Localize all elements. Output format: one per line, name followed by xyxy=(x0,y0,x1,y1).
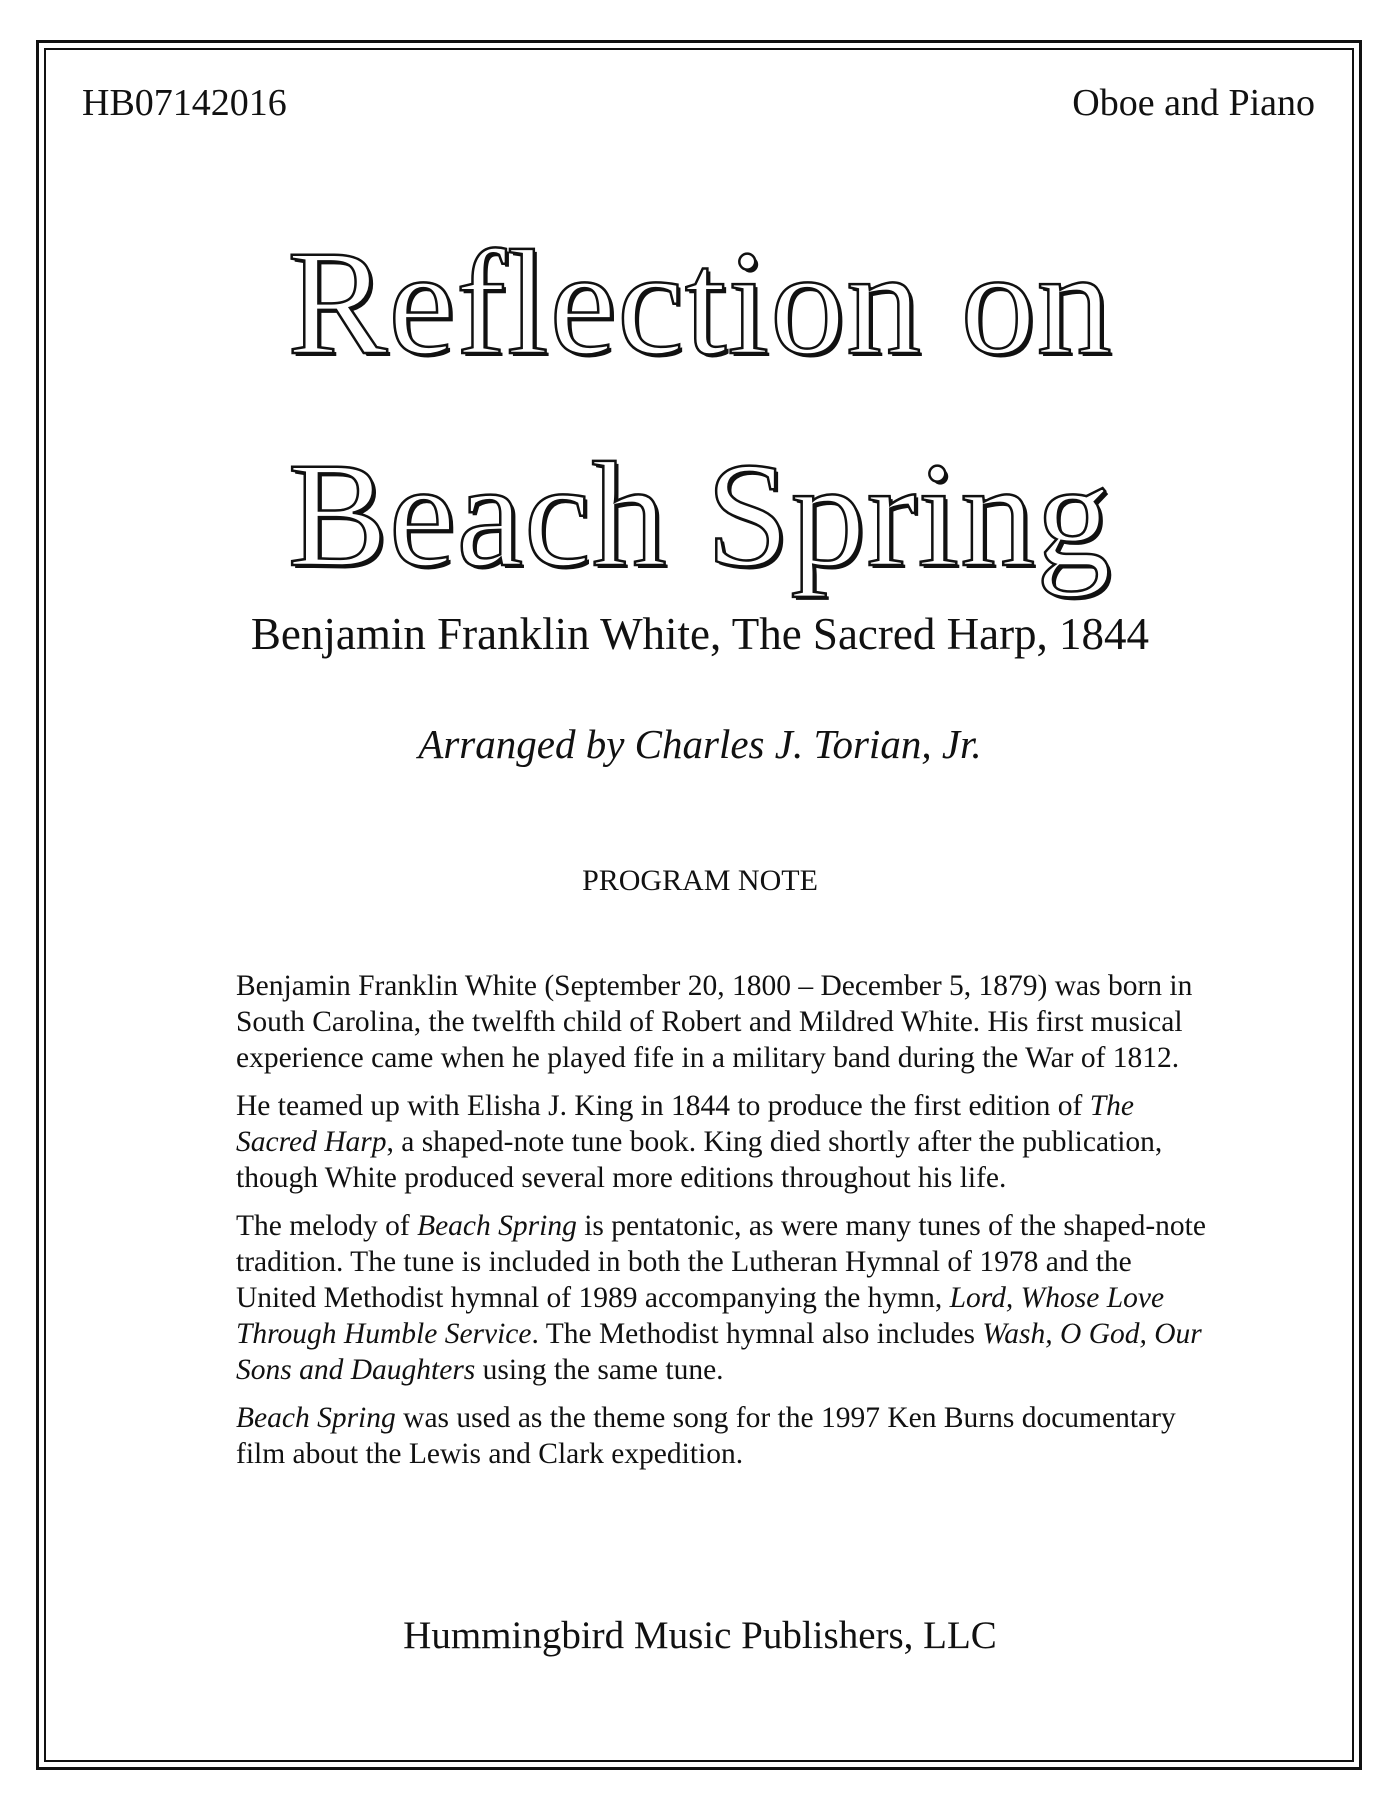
text-run: is pentatonic, as were many tunes of the shaped-note tradition. The tune is included in both the Lutheran Hymnal of 1978 and the United Methodist hymnal of 1989 accompanying the hymn, xyxy=(236,1210,1206,1314)
catalog-number: HB07142016 xyxy=(82,82,287,124)
text-run: using the same tune. xyxy=(475,1354,724,1386)
text-run: , a shaped-note tune book. King died shortly after the publication, though White produced several more editions throughout his life. xyxy=(236,1126,1163,1194)
text-run: He teamed up with Elisha J. King in 1844 to produce the first edition of xyxy=(236,1090,1090,1122)
italic-hymn-title: Wash, O God, Our Sons and Daughters xyxy=(236,1318,1202,1386)
italic-tune-title: Beach Spring xyxy=(417,1210,577,1242)
composer-source: Benjamin Franklin White, The Sacred Harp, 1844 xyxy=(250,609,1150,659)
program-note-paragraph-1: Benjamin Franklin White (September 20, 1800 – December 5, 1879) was born in South Carolina, the twelfth child of Robert and Mildred White. His first musical experience came when he played fife in a military band during the War of 1812. xyxy=(236,970,1193,1074)
title-line-2: Beach Spring xyxy=(287,432,1113,598)
text-run: . The Methodist hymnal also includes xyxy=(531,1318,983,1350)
program-note-body xyxy=(236,968,1216,1484)
publisher-name: Hummingbird Music Publishers, LLC xyxy=(403,1614,997,1657)
program-note-paragraph-3 xyxy=(236,1208,1216,1388)
title-line-1: Reflection on xyxy=(287,220,1113,386)
italic-tune-title: Beach Spring xyxy=(236,1402,396,1434)
arranger-credit: Arranged by Charles J. Torian, Jr. xyxy=(418,721,982,767)
italic-hymn-title: Lord, Whose Love Through Humble Service xyxy=(236,1282,1165,1350)
instrumentation: Oboe and Piano xyxy=(1072,82,1315,124)
italic-book-title: The Sacred Harp xyxy=(236,1090,1134,1158)
text-run: The melody of xyxy=(236,1210,418,1242)
program-note-paragraph-4 xyxy=(236,1400,1216,1472)
text-run: was used as the theme song for the 1997 Ken Burns documentary film about the Lewis and Clark expedition. xyxy=(236,1402,1176,1470)
program-note-paragraph-2 xyxy=(236,1088,1216,1196)
program-note-heading: PROGRAM NOTE xyxy=(582,864,818,897)
